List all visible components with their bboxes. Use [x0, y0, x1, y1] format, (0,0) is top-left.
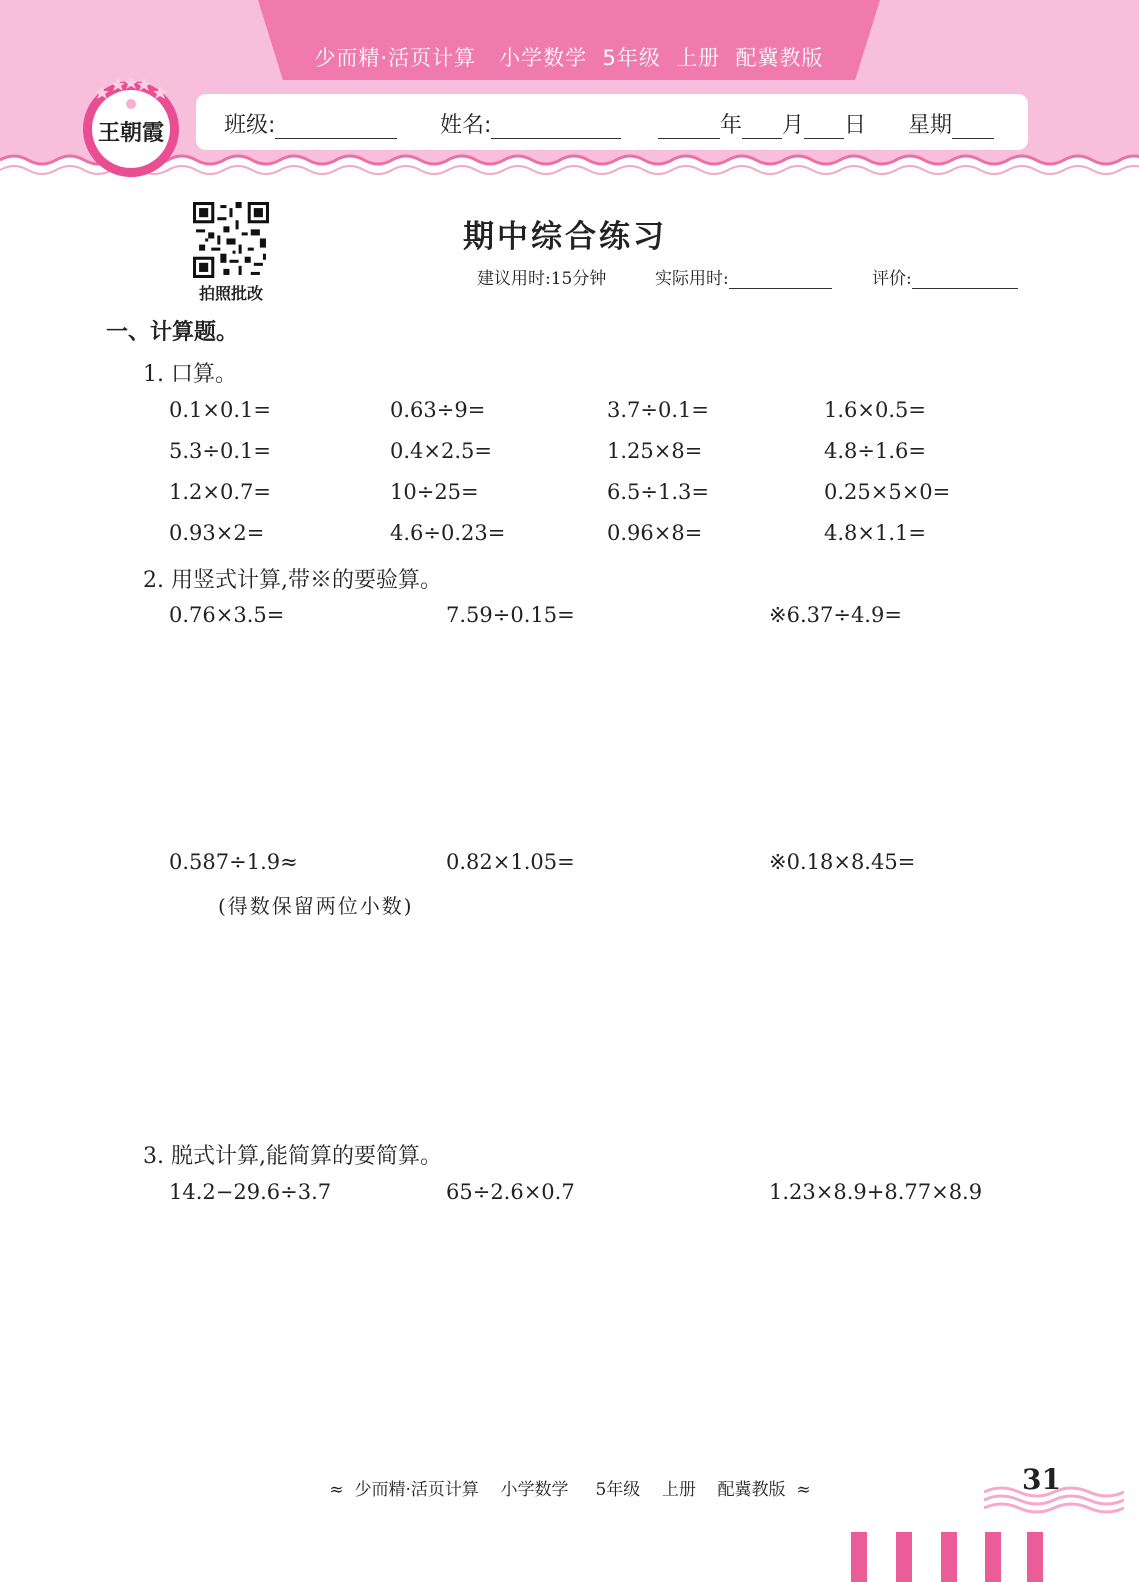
oral-problem: 5.3÷0.1= [169, 439, 271, 463]
suggested-time: 建议用时:15分钟 [477, 269, 607, 289]
oral-problem: 1.2×0.7= [169, 480, 271, 504]
decorative-bar [1027, 1532, 1043, 1582]
oral-problem: 0.4×2.5= [390, 439, 492, 463]
oral-problem: 0.93×2= [169, 521, 265, 545]
actual-time-label: 实际用时: [655, 269, 729, 289]
year-blank[interactable] [658, 116, 720, 139]
page-title: 期中综合练习 [463, 219, 667, 255]
oral-problem: 0.96×8= [607, 521, 703, 545]
oral-problem: 6.5÷1.3= [607, 480, 709, 504]
evaluation-label: 评价: [872, 269, 912, 289]
rounding-note: (得数保留两位小数) [218, 894, 414, 918]
header-series-title: 少而精·活页计算 小学数学 5年级 上册 配冀教版 [314, 46, 824, 70]
evaluation-blank[interactable] [912, 269, 1018, 289]
qr-code[interactable] [193, 202, 269, 278]
q3-title: 3. 脱式计算,能简算的要简算。 [143, 1144, 442, 1169]
oral-problem: 4.8×1.1= [824, 521, 926, 545]
date-field[interactable] [658, 108, 866, 139]
stepwise-problem: 1.23×8.9+8.77×8.9 [769, 1180, 983, 1204]
q2-title: 2. 用竖式计算,带※的要验算。 [143, 568, 442, 593]
stepwise-problem: 65÷2.6×0.7 [446, 1180, 575, 1204]
vertical-calc-problem: 0.76×3.5= [169, 603, 285, 627]
page-number: 31 [1022, 1463, 1061, 1496]
decorative-bar [985, 1532, 1001, 1582]
student-info-box [196, 94, 1028, 150]
oral-problem: 1.6×0.5= [824, 398, 926, 422]
logo-text: 王朝霞 [97, 120, 165, 146]
vertical-calc-problem: ※6.37÷4.9= [769, 603, 902, 627]
footer-series-title: ≈ 少而精·活页计算 小学数学 5年级 上册 配冀教版 ≈ [329, 1480, 811, 1500]
day-blank[interactable] [804, 116, 844, 139]
q1-title: 1. 口算。 [143, 362, 237, 387]
weekday-field[interactable] [908, 108, 994, 139]
evaluation-field[interactable] [872, 264, 1018, 289]
weekday-blank[interactable] [952, 116, 994, 139]
actual-time-field[interactable] [655, 264, 832, 289]
oral-problem: 10÷25= [390, 480, 479, 504]
brand-logo-seal [80, 78, 182, 180]
section-heading: 一、计算题。 [106, 320, 239, 345]
class-blank[interactable] [275, 116, 397, 139]
stepwise-problem: 14.2−29.6÷3.7 [169, 1180, 332, 1204]
oral-problem: 4.8÷1.6= [824, 439, 926, 463]
vertical-calc-problem: 0.587÷1.9≈ [169, 850, 298, 874]
name-blank[interactable] [491, 116, 621, 139]
name-field[interactable] [440, 108, 621, 139]
actual-time-blank[interactable] [729, 269, 832, 289]
year-label: 年 [720, 113, 743, 138]
month-blank[interactable] [742, 116, 782, 139]
decorative-bar [851, 1532, 867, 1582]
oral-problem: 1.25×8= [607, 439, 703, 463]
vertical-calc-problem: 0.82×1.05= [446, 850, 575, 874]
oral-problem: 0.1×0.1= [169, 398, 271, 422]
day-label: 日 [844, 113, 867, 138]
oral-problem: 4.6÷0.23= [390, 521, 506, 545]
class-field[interactable] [224, 108, 397, 139]
oral-problem: 0.25×5×0= [824, 480, 951, 504]
decorative-bar [896, 1532, 912, 1582]
oral-problem: 3.7÷0.1= [607, 398, 709, 422]
class-label: 班级: [224, 113, 276, 138]
vertical-calc-problem: 7.59÷0.15= [446, 603, 575, 627]
vertical-calc-problem: ※0.18×8.45= [769, 850, 916, 874]
oral-problem: 0.63÷9= [390, 398, 486, 422]
name-label: 姓名: [440, 113, 492, 138]
month-label: 月 [782, 113, 805, 138]
qr-label: 拍照批改 [198, 284, 263, 303]
decorative-bar [941, 1532, 957, 1582]
weekday-label: 星期 [908, 113, 953, 138]
